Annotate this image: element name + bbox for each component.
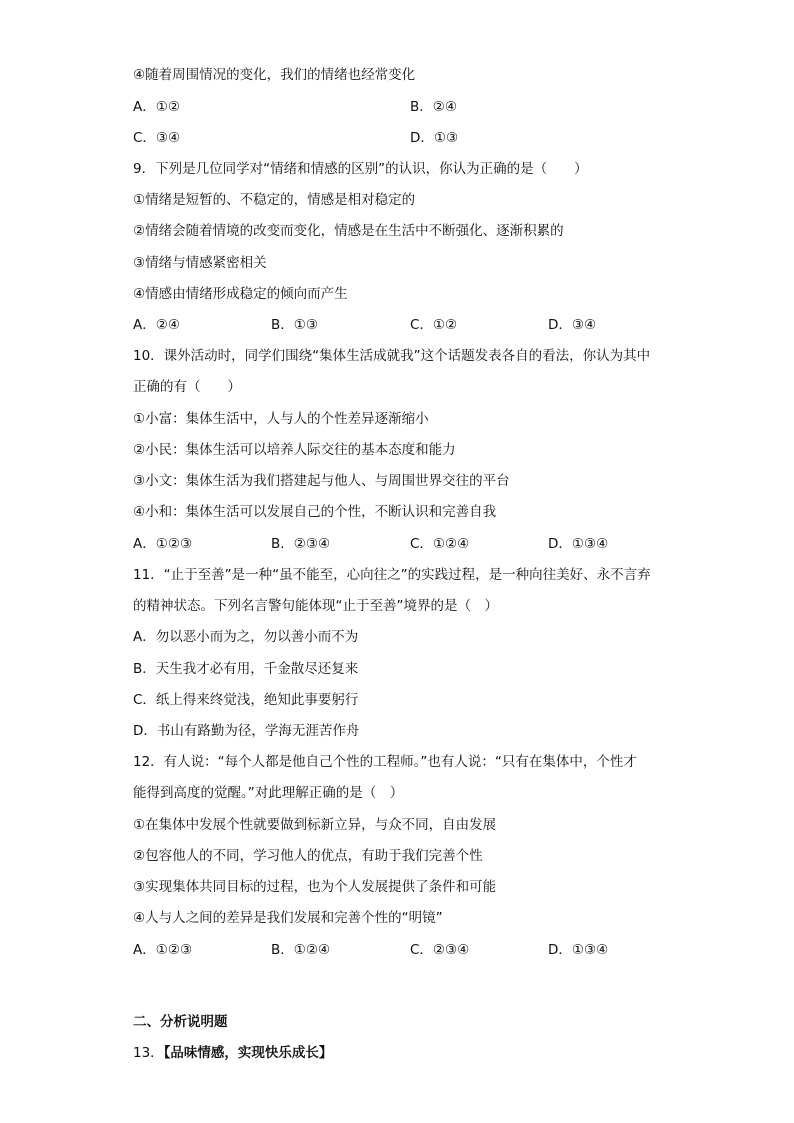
q12-item-1: ①在集体中发展个性就要做到标新立异，与众不同，自由发展 [133,817,497,833]
q11-stem-line-1: 11．“止于至善”是一种“虽不能至，心向往之”的实践过程，是一种向往美好、永不言弃 [133,567,651,583]
q11-option-d: D．书山有路勤为径，学海无涯苦作舟 [133,723,360,739]
q13-number: 13． [133,1045,164,1061]
q13-title-line [133,1044,332,1062]
q9-item-3: ③情绪与情感紧密相关 [133,255,267,271]
q12-item-4: ④人与人之间的差异是我们发展和完善个性的“明镜” [133,910,443,926]
q10-option-a: A．①②③ [133,536,193,552]
q9-item-2: ②情绪会随着情境的改变而变化，情感是在生活中不断强化、逐渐积累的 [133,223,564,239]
q11-option-b: B．天生我才必有用，千金散尽还复来 [133,661,359,677]
q10-stem-line-1: 10．课外活动时，同学们围绕“集体生活成就我”这个话题发表各自的看法，你认为其中 [133,348,651,364]
q12-option-b: B．①②④ [271,942,331,958]
q8-option-b: B．②④ [410,99,457,115]
q10-item-2: ②小民：集体生活可以培养人际交往的基本态度和能力 [133,442,456,458]
q11-option-a: A．勿以恶小而为之，勿以善小而不为 [133,629,359,645]
q12-stem-line-2: 能得到高度的觉醒。”对此理解正确的是（ ） [133,785,404,801]
q9-option-d: D．③④ [548,317,597,333]
q9-option-b: B．①③ [271,317,318,333]
q12-option-d: D．①③④ [548,942,609,958]
q12-stem-line-1: 12．有人说：“每个人都是他自己个性的工程师。”也有人说：“只有在集体中，个性才 [133,754,637,770]
q10-option-d: D．①③④ [548,536,609,552]
q8-option-c: C．③④ [133,130,181,146]
q12-item-3: ③实现集体共同目标的过程，也为个人发展提供了条件和可能 [133,879,497,895]
q9-item-1: ①情绪是短暂的、不稳定的，情感是相对稳定的 [133,192,416,208]
q10-item-4: ④小和：集体生活可以发展自己的个性，不断认识和完善自我 [133,504,497,520]
q10-option-c: C．①②④ [410,536,470,552]
q11-stem-line-2: 的精神状态。下列名言警句能体现“止于至善”境界的是（ ） [133,598,498,614]
q12-option-a: A．①②③ [133,942,193,958]
q9-stem: 9．下列是几位同学对“情绪和情感的区别”的认识，你认为正确的是（ ） [133,161,588,177]
q8-item-4: ④随着周围情况的变化，我们的情绪也经常变化 [133,67,416,83]
q10-stem-line-2: 正确的有（ ） [133,379,241,395]
q10-item-3: ③小文：集体生活为我们搭建起与他人、与周围世界交往的平台 [133,473,510,489]
q11-option-c: C．纸上得来终觉浅，绝知此事要躬行 [133,692,359,708]
q8-option-a: A．①② [133,99,180,115]
q8-option-d: D．①③ [410,130,459,146]
q9-option-a: A．②④ [133,317,180,333]
q9-option-c: C．①② [410,317,458,333]
q9-item-4: ④情感由情绪形成稳定的倾向而产生 [133,286,348,302]
q10-option-b: B．②③④ [271,536,331,552]
section-heading: 二、分析说明题 [133,1014,228,1030]
q12-option-c: C．②③④ [410,942,470,958]
q12-item-2: ②包容他人的不同，学习他人的优点，有助于我们完善个性 [133,848,483,864]
q13-title: 【品味情感，实现快乐成长】 [163,1045,333,1061]
q10-item-1: ①小富：集体生活中，人与人的个性差异逐渐缩小 [133,411,429,427]
